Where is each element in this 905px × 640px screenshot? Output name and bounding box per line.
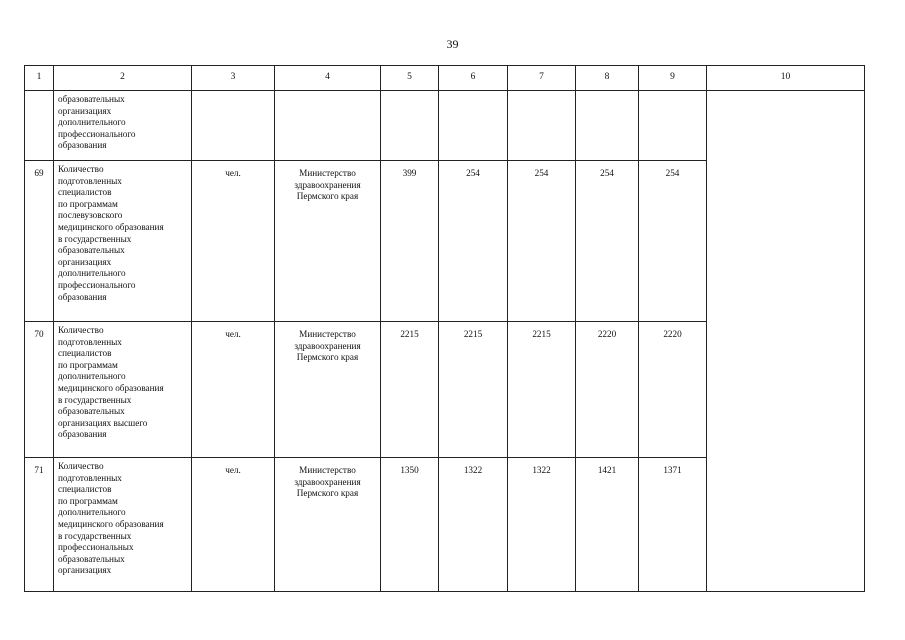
value-cell: [508, 161, 576, 322]
responsible-cell: [275, 322, 381, 458]
header-cell: 2: [54, 66, 192, 91]
indicator-name-cell: [54, 161, 192, 322]
row-number-cell: [25, 91, 54, 161]
value-cell: [439, 322, 508, 458]
value-cell: [576, 161, 639, 322]
responsible-cell: [275, 161, 381, 322]
notes-cell: [707, 91, 865, 592]
row-number: 69: [34, 168, 44, 178]
responsible: Министерство здравоохранения Пермского края: [294, 168, 361, 202]
indicators-table: [24, 65, 865, 592]
value: 2215: [463, 329, 483, 339]
indicator-name: Количество подготовленных специалистов по программам дополнительного медицинского образования в государственных образовательных организациях высшего образования: [58, 325, 164, 440]
unit: чел.: [225, 168, 241, 178]
value-cell: [381, 91, 439, 161]
header-cell: 6: [439, 66, 508, 91]
value: 2215: [532, 329, 551, 339]
header-cell: 5: [381, 66, 439, 91]
indicator-name: образовательных организациях дополнительного профессионального образования: [58, 94, 136, 151]
row-number-cell: [25, 322, 54, 458]
value-cell: [508, 458, 576, 592]
value-cell: [576, 91, 639, 161]
indicator-name-cell: [54, 322, 192, 458]
unit: чел.: [225, 329, 241, 339]
unit: чел.: [225, 465, 241, 475]
header-cell: 3: [192, 66, 275, 91]
indicator-name: Количество подготовленных специалистов по программам послевузовского медицинского образования в государственных образовательных организациях дополнительного профессионального образования: [58, 164, 164, 302]
responsible-cell: [275, 458, 381, 592]
value: 2220: [597, 329, 617, 339]
header-cell: 9: [639, 66, 707, 91]
header-cell: 8: [576, 66, 639, 91]
value: 1421: [597, 465, 617, 475]
value: 2215: [400, 329, 419, 339]
value-cell: [381, 322, 439, 458]
value: 254: [534, 168, 549, 178]
indicator-name: Количество подготовленных специалистов по программам дополнительного медицинского образования в государственных профессиональных образовательных организациях: [58, 461, 164, 576]
value-cell: [639, 161, 707, 322]
row-number: 70: [34, 329, 44, 339]
value: 254: [665, 168, 680, 178]
responsible: Министерство здравоохранения Пермского края: [294, 465, 361, 499]
value-cell: [639, 91, 707, 161]
header-row: [25, 66, 865, 91]
header-cell: 1: [25, 66, 54, 91]
header-cell: 7: [508, 66, 576, 91]
value-cell: [576, 322, 639, 458]
row-number-cell: [25, 458, 54, 592]
indicator-name-cell: [54, 458, 192, 592]
value-cell: [439, 458, 508, 592]
value: 1322: [532, 465, 551, 475]
value-cell: [439, 161, 508, 322]
header-cell: 4: [275, 66, 381, 91]
unit-cell: [192, 458, 275, 592]
responsible: Министерство здравоохранения Пермского края: [294, 329, 361, 363]
value-cell: [508, 91, 576, 161]
value: 1350: [400, 465, 419, 475]
value: 254: [600, 168, 614, 178]
responsible-cell: [275, 91, 381, 161]
value-cell: [639, 322, 707, 458]
value-cell: [381, 161, 439, 322]
indicator-name-cell: [54, 91, 192, 161]
value-cell: [381, 458, 439, 592]
value: 2220: [663, 329, 682, 339]
row-number: 71: [34, 465, 44, 475]
value: 254: [466, 168, 480, 178]
value-cell: [508, 322, 576, 458]
value-cell: [576, 458, 639, 592]
page-number: 39: [446, 37, 459, 51]
value: 399: [402, 168, 417, 178]
row-number-cell: [25, 161, 54, 322]
table-row-continuation: [25, 91, 865, 161]
unit-cell: [192, 91, 275, 161]
header-cell: 10: [707, 66, 865, 91]
value-cell: [439, 91, 508, 161]
value: 1322: [463, 465, 483, 475]
value: 1371: [663, 465, 682, 475]
unit-cell: [192, 322, 275, 458]
unit-cell: [192, 161, 275, 322]
value-cell: [639, 458, 707, 592]
